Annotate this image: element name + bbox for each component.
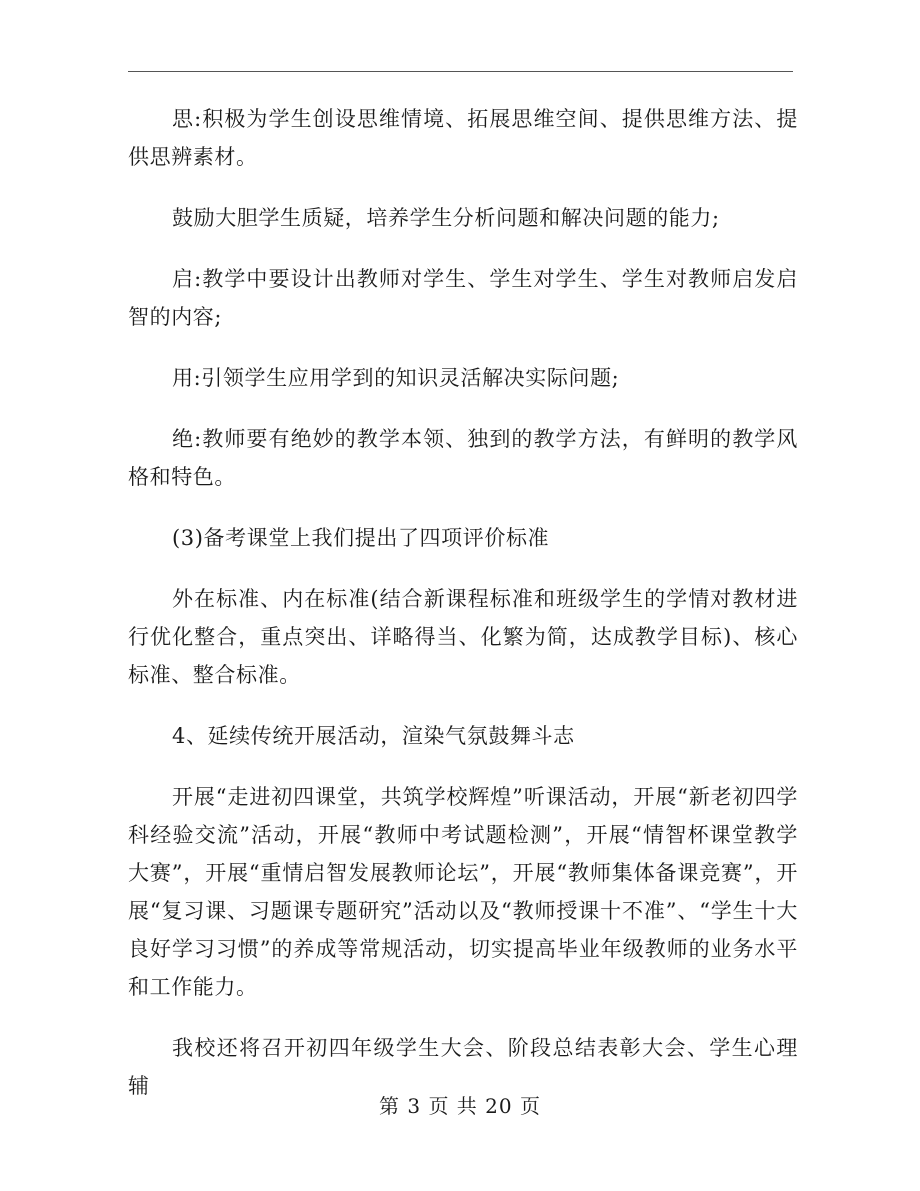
header-rule — [128, 71, 793, 72]
paragraph-si: 思:积极为学生创设思维情境、拓展思维空间、提供思维方法、提供思辨素材。 — [128, 107, 798, 169]
document-body — [128, 100, 798, 1128]
paragraph-yong: 用:引领学生应用学到的知识灵活解决实际问题; — [172, 366, 620, 390]
paragraph-encourage: 鼓励大胆学生质疑，培养学生分析问题和解决问题的能力; — [172, 206, 720, 230]
paragraph-meetings: 我校还将召开初四年级学生大会、阶段总结表彰大会、学生心理辅 — [128, 1036, 798, 1098]
paragraph-section-4: 4、延续传统开展活动，渲染气氛鼓舞斗志 — [172, 724, 575, 748]
page-number: 第 3 页 共 20 页 — [379, 1094, 541, 1118]
paragraph-qi: 启:教学中要设计出教师对学生、学生对学生、学生对教师启发启智的内容; — [128, 267, 798, 329]
paragraph-section-3: (3)备考课堂上我们提出了四项评价标准 — [172, 526, 550, 550]
paragraph-standards: 外在标准、内在标准(结合新课程标准和班级学生的学情对教材进行优化整合，重点突出、详略得当、化繁为简，达成教学目标)、核心标准、整合标准。 — [128, 587, 798, 687]
paragraph-jue: 绝:教师要有绝妙的教学本领、独到的教学方法，有鲜明的教学风格和特色。 — [128, 427, 798, 489]
paragraph-activities: 开展“走进初四课堂，共筑学校辉煌”听课活动，开展“新老初四学科经验交流”活动，开展“教师中考试题检测”，开展“情智杯课堂教学大赛”，开展“重情启智发展教师论坛”，开展“教师集体备课竞赛”，开展“复习课、习题课专题研究”活动以及“教师授课十不准”、“学生十大良好学习习惯”的养成等常规活动，切实提高毕业年级教师的业务水平和工作能力。 — [128, 785, 798, 999]
